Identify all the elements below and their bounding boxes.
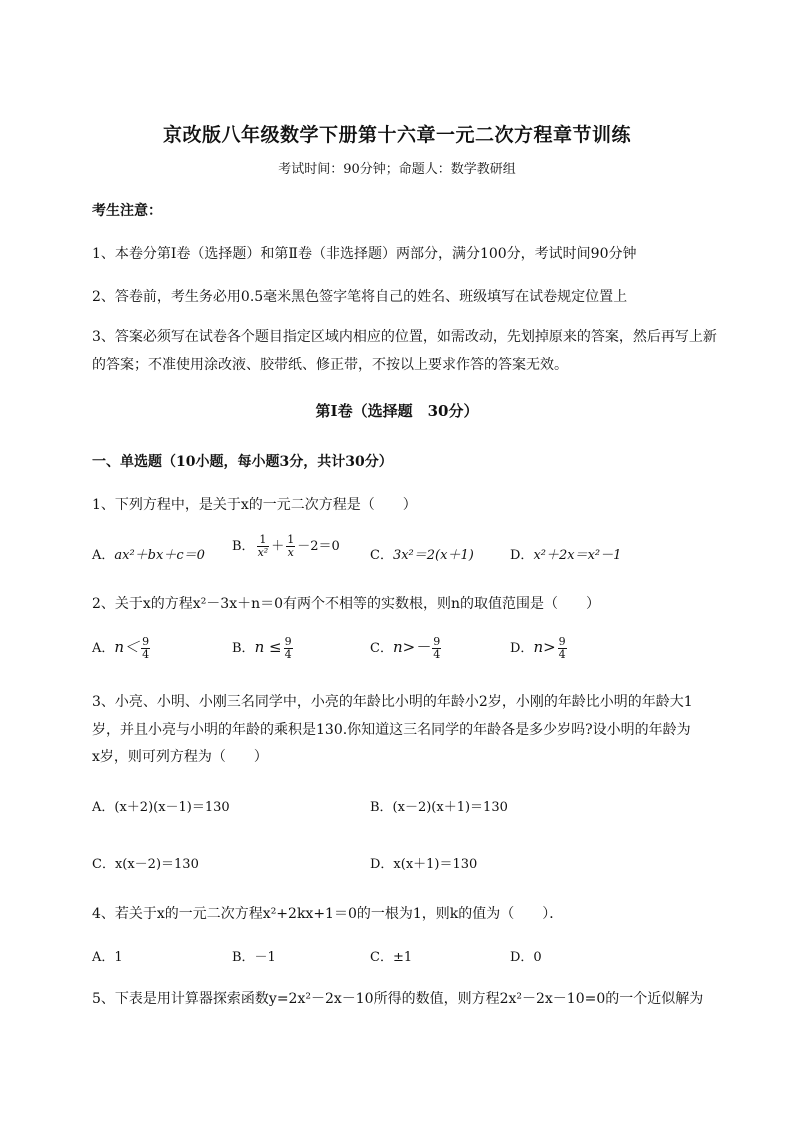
fraction-numerator: 1: [287, 533, 295, 546]
fraction-numerator: 9: [433, 635, 441, 648]
fraction-denominator: 4: [142, 648, 150, 661]
fraction: [558, 636, 567, 661]
question-4-option-c[interactable]: C．±1: [370, 950, 413, 965]
option-label: A．: [92, 548, 115, 563]
fraction-denominator: 4: [433, 648, 441, 661]
fraction-numerator: 1: [257, 534, 270, 547]
question-1-option-b[interactable]: [232, 534, 340, 559]
notice-item-1: 1、本卷分第Ⅰ卷（选择题）和第Ⅱ卷（非选择题）两部分，满分100分，考试时间90分钟: [92, 246, 637, 262]
question-4-option-d[interactable]: D．0: [510, 950, 542, 965]
option-expr: n>－: [392, 638, 431, 656]
fraction: [141, 636, 150, 661]
question-3-line-2: 岁，并且小亮与小明的年龄的乘积是130.你知道这三名同学的年龄各是多少岁吗?设小明的年龄为: [92, 722, 691, 738]
fraction-denominator: x²: [257, 546, 269, 559]
question-3-option-b[interactable]: B．(x－2)(x＋1)＝130: [370, 800, 508, 815]
fraction: [257, 534, 270, 559]
option-expr: ax²＋bx＋c＝0: [114, 548, 205, 563]
notice-item-3: 3、答案必须写在试卷各个题目指定区域内相应的位置，如需改动，先划掉原来的答案，然后再写上新: [92, 329, 717, 345]
question-1-option-d[interactable]: [510, 544, 621, 563]
fraction-numerator: 9: [284, 635, 292, 648]
option-label: D．: [510, 641, 534, 656]
question-1-option-c[interactable]: [370, 544, 474, 563]
exam-title: 京改版八年级数学下册第十六章一元二次方程章节训练: [162, 124, 631, 146]
fraction-denominator: 4: [284, 648, 292, 661]
option-expr: n ≤: [254, 638, 282, 656]
option-label: C．: [370, 641, 393, 656]
option-label: C．: [370, 548, 393, 563]
option-expr: n>: [533, 638, 556, 656]
option-label: A．: [92, 641, 115, 656]
exam-subtitle: 考试时间：90分钟；命题人：数学教研组: [278, 162, 516, 177]
notice-item-3-cont: 的答案；不准使用涂改液、胶带纸、修正带，不按以上要求作答的答案无效。: [92, 357, 568, 373]
option-label: B．: [232, 641, 255, 656]
question-4-stem: 4、若关于x的一元二次方程x²+2kx+1＝0的一根为1，则k的值为（ ）．: [92, 906, 564, 922]
question-5-stem: 5、下表是用计算器探索函数y=2x²－2x－10所得的数值，则方程2x²－2x－10=0的一个近似解为: [92, 991, 704, 1007]
fraction-numerator: 9: [142, 635, 150, 648]
notice-item-2: 2、答卷前，考生务必用0.5毫米黑色签字笔将自己的姓名、班级填写在试卷规定位置上: [92, 289, 628, 305]
section-title: 第Ⅰ卷（选择题 30分）: [315, 402, 479, 420]
question-2-option-a[interactable]: [92, 636, 152, 661]
part-title: 一、单选题（10小题，每小题3分，共计30分）: [92, 454, 393, 470]
fraction: [284, 636, 293, 661]
notice-heading: 考生注意：: [92, 203, 162, 219]
option-expr: ＋: [271, 539, 285, 554]
option-label: D．: [510, 548, 534, 563]
question-2-option-c[interactable]: [370, 636, 443, 661]
fraction-numerator: 9: [558, 635, 566, 648]
option-expr: n＜: [114, 638, 140, 656]
question-4-option-a[interactable]: A．1: [92, 950, 123, 965]
option-expr: x²＋2x＝x²－1: [533, 548, 622, 563]
question-3-option-d[interactable]: D．x(x＋1)＝130: [370, 857, 478, 872]
question-4-option-b[interactable]: B．－1: [232, 950, 276, 965]
option-expr: 3x²＝2(x＋1): [392, 548, 474, 563]
question-1-option-a[interactable]: [92, 544, 205, 563]
option-label: B．: [232, 539, 255, 554]
question-2-stem: 2、关于x的方程x²－3x＋n＝0有两个不相等的实数根，则n的取值范围是（ ）: [92, 596, 601, 612]
question-3-option-a[interactable]: A．(x＋2)(x－1)＝130: [92, 800, 230, 815]
question-3-line-1: 3、小亮、小明、小刚三名同学中，小亮的年龄比小明的年龄小2岁，小刚的年龄比小明的年龄大1: [92, 694, 693, 710]
fraction-denominator: 4: [558, 648, 566, 661]
question-1-stem: 1、下列方程中，是关于x的一元二次方程是（ ）: [92, 497, 417, 513]
option-expr: －2＝0: [297, 539, 340, 554]
question-3-option-c[interactable]: C．x(x－2)＝130: [92, 857, 199, 872]
question-3-line-3: x岁，则可列方程为（ ）: [92, 749, 268, 765]
fraction: [286, 534, 295, 559]
question-2-option-d[interactable]: [510, 636, 569, 661]
question-2-option-b[interactable]: [232, 636, 295, 661]
fraction-denominator: x: [287, 546, 294, 559]
fraction: [432, 636, 441, 661]
